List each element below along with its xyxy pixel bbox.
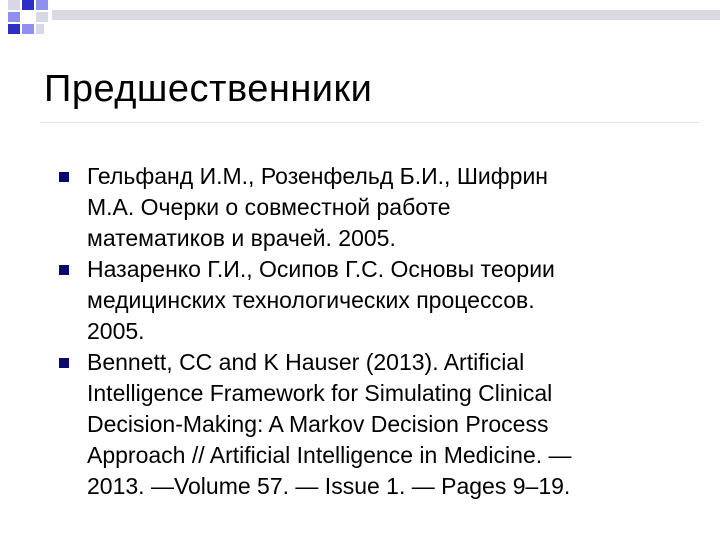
decoration-square xyxy=(22,24,34,34)
decoration-square xyxy=(36,0,48,10)
decoration-square xyxy=(22,0,34,10)
decoration-square xyxy=(36,24,44,34)
list-item-text: Bennett, CC and K Hauser (2013). Artificial Intelligence Framework for Simulating Clinical Decision-Making: A Markov Decision Process Approach // Artificial Intelligence in Medicine. — 2013. —Volume 57. — Issue 1. — Pages 9–19. xyxy=(87,349,572,499)
decoration-square xyxy=(8,0,20,10)
title-divider xyxy=(40,122,700,123)
top-decoration-bar xyxy=(52,10,720,20)
decoration-square xyxy=(8,12,20,22)
list-item xyxy=(56,161,696,254)
square-bullet-icon xyxy=(59,358,69,368)
list-item-text: Назаренко Г.И., Осипов Г.С. Основы теории медицинских технологических процессов. 2005. xyxy=(87,256,555,344)
decoration-square xyxy=(36,12,48,22)
slide-title: Предшественники xyxy=(44,68,373,110)
top-decoration xyxy=(0,0,720,40)
square-bullet-icon xyxy=(59,172,69,182)
decoration-square xyxy=(22,12,34,22)
decoration-square xyxy=(8,24,20,34)
square-bullet-icon xyxy=(59,265,69,275)
list-item-text: Гельфанд И.М., Розенфельд Б.И., Шифрин М.А. Очерки о совместной работе математиков и врачей. 2005. xyxy=(87,163,549,251)
list-item xyxy=(56,347,696,502)
reference-list xyxy=(56,161,696,502)
list-item xyxy=(56,254,696,347)
